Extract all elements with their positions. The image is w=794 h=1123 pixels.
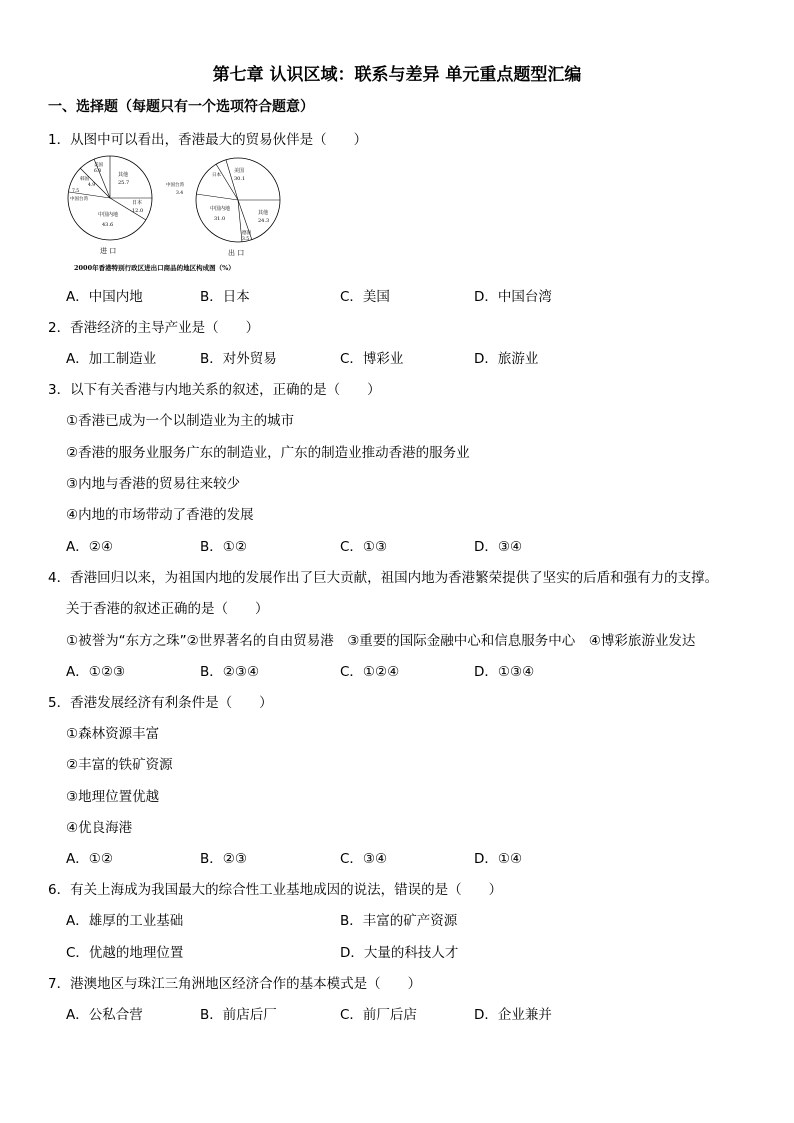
- q5-option-d[interactable]: D．①④: [474, 851, 523, 867]
- q4-option-a[interactable]: A．①②③: [66, 664, 126, 680]
- q2-option-a[interactable]: A．加工制造业: [66, 351, 157, 367]
- import-slice-taiwan-value: 7.5: [72, 189, 80, 194]
- q3-statement: ④内地的市场带动了香港的发展: [66, 507, 254, 523]
- export-slice-other-value: 24.3: [258, 218, 270, 224]
- trade-pie-svg: [66, 154, 286, 274]
- export-pie-label: 出 口: [228, 249, 245, 257]
- q5-option-b[interactable]: B．②③: [200, 851, 247, 867]
- export-slice-mainland-value: 31.0: [214, 216, 226, 222]
- q7-option-d[interactable]: D．企业兼并: [474, 1007, 552, 1023]
- q6-option-d[interactable]: D．大量的科技人才: [340, 945, 459, 961]
- q5-option-c[interactable]: C．③④: [340, 851, 388, 867]
- q5-statement: ②丰富的铁矿资源: [66, 757, 173, 773]
- export-slice-mainland-name: 中国内地: [210, 206, 231, 212]
- q1-option-d[interactable]: D．中国台湾: [474, 289, 552, 305]
- export-slice-usa-name: 美国: [234, 168, 245, 174]
- q4-option-b[interactable]: B．②③④: [200, 664, 260, 680]
- q6-option-b[interactable]: B．丰富的矿产资源: [340, 913, 458, 929]
- section-heading: 一、选择题（每题只有一个选项符合题意）: [48, 99, 314, 115]
- export-slice-japan-name: 日本: [212, 173, 221, 178]
- export-pie-divider: [196, 194, 238, 200]
- q3-statement: ②香港的服务业服务广东的制造业，广东的制造业推动香港的服务业: [66, 445, 470, 461]
- question-4-stem: 4．香港回归以来，为祖国内地的发展作出了巨大贡献，祖国内地为香港繁荣提供了坚实的后盾和强有力的支撑。: [48, 570, 719, 586]
- import-slice-japan-name: 日本: [132, 200, 143, 206]
- q1-option-a[interactable]: A．中国内地: [66, 289, 143, 305]
- q3-option-b[interactable]: B．①②: [200, 539, 247, 555]
- q3-option-c[interactable]: C．①③: [340, 539, 388, 555]
- q5-statement: ④优良海港: [66, 820, 133, 836]
- export-slice-germany-value: 3.5: [242, 237, 250, 242]
- question-5-stem: 5．香港发展经济有利条件是（ ）: [48, 695, 273, 711]
- export-pie: [166, 158, 280, 257]
- import-slice-japan-value: 12.0: [132, 208, 144, 214]
- import-slice-other-value: 25.7: [118, 180, 130, 186]
- q2-option-c[interactable]: C．博彩业: [340, 351, 404, 367]
- question-7-stem: 7．港澳地区与珠江三角洲地区经济合作的基本模式是（ ）: [48, 976, 422, 992]
- q4-option-c[interactable]: C．①②④: [340, 664, 400, 680]
- question-3-stem: 3．以下有关香港与内地关系的叙述，正确的是（ ）: [48, 382, 381, 398]
- q6-option-a[interactable]: A．雄厚的工业基础: [66, 913, 184, 929]
- q5-option-a[interactable]: A．①②: [66, 851, 113, 867]
- figure-caption: 2000年香港特别行政区进出口商品的地区构成图（%）: [74, 264, 235, 272]
- q2-option-d[interactable]: D．旅游业: [474, 351, 539, 367]
- q3-option-d[interactable]: D．③④: [474, 539, 523, 555]
- export-slice-taiwan-name: 中国台湾: [166, 183, 184, 188]
- q3-statement: ①香港已成为一个以制造业为主的城市: [66, 413, 295, 429]
- q7-option-b[interactable]: B．前店后厂: [200, 1007, 277, 1023]
- import-slice-taiwan-name: 中国台湾: [70, 197, 88, 202]
- q3-option-a[interactable]: A．②④: [66, 539, 113, 555]
- question-6-stem: 6．有关上海成为我国最大的综合性工业基地成因的说法，错误的是（ ）: [48, 882, 503, 898]
- q4-option-d[interactable]: D．①③④: [474, 664, 535, 680]
- q7-option-a[interactable]: A．公私合营: [66, 1007, 143, 1023]
- question-2-stem: 2．香港经济的主导产业是（ ）: [48, 320, 260, 336]
- import-slice-usa-name: 美国: [94, 163, 103, 168]
- q6-option-c[interactable]: C．优越的地理位置: [66, 945, 184, 961]
- q3-statement: ③内地与香港的贸易往来较少: [66, 476, 241, 492]
- question-1-stem: 1．从图中可以看出，香港最大的贸易伙伴是（ ）: [48, 132, 368, 148]
- q7-option-c[interactable]: C．前厂后店: [340, 1007, 417, 1023]
- q1-option-c[interactable]: C．美国: [340, 289, 390, 305]
- q1-option-b[interactable]: B．日本: [200, 289, 250, 305]
- q5-statement: ①森林资源丰富: [66, 726, 160, 742]
- q5-statement: ③地理位置优越: [66, 789, 160, 805]
- q4-statements: ①被誉为“东方之珠”②世界著名的自由贸易港 ③重要的国际金融中心和信息服务中心 ④博彩旅游业发达: [66, 633, 696, 649]
- q2-option-b[interactable]: B．对外贸易: [200, 351, 277, 367]
- import-slice-korea-value: 4.9: [88, 183, 96, 188]
- import-pie: [68, 156, 152, 255]
- question-4-stem-2: 关于香港的叙述正确的是（ ）: [66, 601, 269, 617]
- trade-pie-figure: [66, 154, 286, 274]
- export-slice-other-name: 其他: [258, 210, 269, 216]
- export-slice-taiwan-value: 3.4: [176, 191, 184, 196]
- export-slice-germany-name: 德国: [242, 231, 251, 236]
- import-pie-label: 进 口: [100, 247, 117, 255]
- page-title: 第七章 认识区域：联系与差异 单元重点题型汇编: [212, 65, 582, 85]
- export-slice-usa-value: 30.1: [234, 176, 246, 182]
- import-slice-other-name: 其他: [118, 172, 129, 178]
- import-slice-korea-name: 韩国: [80, 177, 89, 182]
- import-slice-mainland-value: 43.6: [102, 222, 114, 228]
- import-slice-mainland-name: 中国内地: [98, 212, 119, 218]
- import-slice-usa-value: 6.8: [94, 169, 102, 174]
